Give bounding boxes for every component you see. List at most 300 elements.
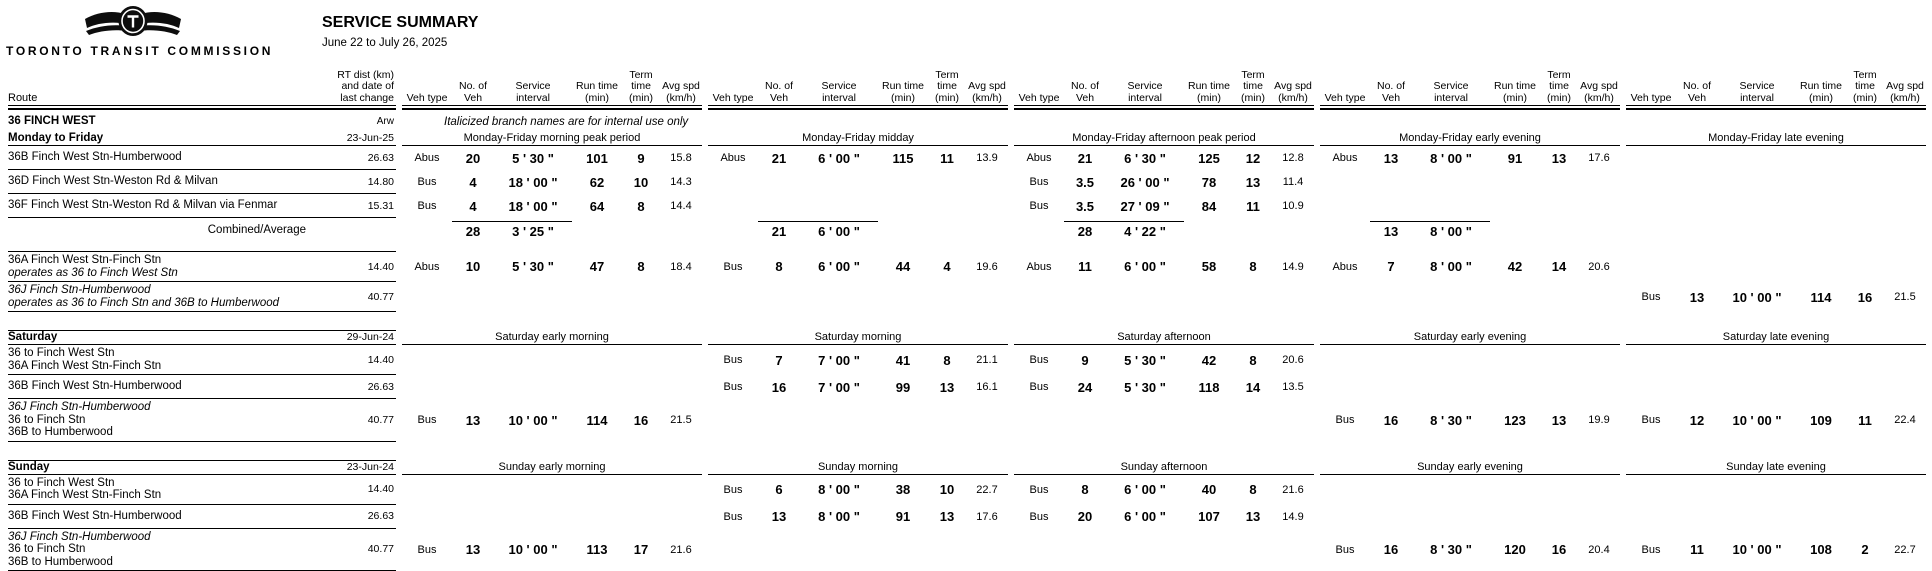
- section-header: [8, 132, 396, 146]
- header-line: interval: [494, 93, 572, 105]
- route-branch-line: 36J Finch Stn-Humberwood: [8, 284, 316, 297]
- num-veh-cell: 8: [758, 259, 800, 274]
- term-time-cell: 2: [1846, 542, 1884, 557]
- table-row: [8, 345, 1932, 375]
- header-line: last change: [316, 93, 394, 105]
- header-line: and date of: [316, 81, 394, 93]
- route-cell: [8, 475, 396, 505]
- route-cell: [8, 505, 396, 529]
- service-interval-cell: 5 ' 30 ": [1106, 380, 1184, 395]
- header-line: interval: [1412, 93, 1490, 105]
- term-time-cell: 13: [928, 509, 966, 524]
- header-line: Veh type: [1626, 93, 1676, 105]
- service-interval-cell: 8 ' 30 ": [1412, 413, 1490, 428]
- header-line: Term: [1540, 70, 1578, 82]
- period-data-cells: [708, 170, 1008, 194]
- veh-type-cell: Bus: [1320, 414, 1370, 426]
- period-header: Sunday afternoon: [1014, 461, 1314, 475]
- avg-speed-cell: 21.5: [1884, 291, 1926, 303]
- veh-type-cell: Bus: [402, 414, 452, 426]
- avg-speed-cell: 17.6: [966, 511, 1008, 523]
- column-header: [1884, 81, 1926, 105]
- group-column-headers: [1014, 70, 1314, 107]
- run-time-cell: 44: [878, 259, 928, 274]
- veh-type-cell: Bus: [708, 381, 758, 393]
- table-row: [8, 170, 1932, 194]
- period-data-cells: [1014, 345, 1314, 375]
- route-branch-line: 36 to Finch West Stn: [8, 347, 316, 360]
- run-time-cell: 99: [878, 380, 928, 395]
- veh-type-cell: Abus: [708, 152, 758, 164]
- route-cell: [8, 251, 396, 282]
- period-data-cells: [1626, 399, 1926, 442]
- avg-speed-cell: 16.1: [966, 381, 1008, 393]
- section-date: 23-Jun-24: [316, 461, 396, 473]
- column-header: [622, 70, 660, 106]
- avg-speed-cell: 13.9: [966, 152, 1008, 164]
- service-interval-cell: 26 ' 00 ": [1106, 175, 1184, 190]
- header-line: Service: [494, 81, 572, 93]
- term-time-cell: 14: [1540, 259, 1578, 274]
- ttc-logo-icon: [83, 4, 183, 42]
- period-header: Monday-Friday afternoon peak period: [1014, 132, 1314, 146]
- column-header: [758, 81, 800, 105]
- route-branch-name: [8, 531, 316, 569]
- period-data-cells: [1320, 375, 1620, 399]
- header-line: (min): [1184, 93, 1234, 105]
- title-block: [322, 14, 478, 49]
- column-header: [1014, 93, 1064, 106]
- header-line: Veh type: [402, 93, 452, 105]
- header-line: (km/h): [1272, 93, 1314, 105]
- period-data-cells: [1320, 170, 1620, 194]
- avg-speed-cell: 11.4: [1272, 176, 1314, 188]
- term-time-cell: 4: [928, 259, 966, 274]
- column-header: [452, 81, 494, 105]
- run-time-cell: 120: [1490, 542, 1540, 557]
- period-data-cells: [1014, 251, 1314, 282]
- num-veh-cell: 7: [1370, 259, 1412, 274]
- veh-type-cell: Abus: [402, 152, 452, 164]
- avg-speed-cell: 18.4: [660, 261, 702, 273]
- rt-dist-value: 15.31: [316, 200, 396, 212]
- run-time-cell: 84: [1184, 199, 1234, 214]
- column-header: [1796, 81, 1846, 105]
- route-branch-line: 36F Finch West Stn-Weston Rd & Milvan via Fenmar: [8, 199, 316, 212]
- num-veh-cell: 21: [1064, 151, 1106, 166]
- term-time-cell: 8: [622, 199, 660, 214]
- period-header: Saturday late evening: [1626, 331, 1926, 345]
- veh-type-cell: Abus: [1014, 152, 1064, 164]
- term-time-cell: 8: [622, 259, 660, 274]
- veh-type-cell: Bus: [1626, 544, 1676, 556]
- term-time-cell: 13: [1234, 175, 1272, 190]
- route-title: 36 FINCH WEST: [8, 115, 316, 128]
- route-branch-line: 36 to Finch Stn: [8, 414, 316, 427]
- avg-speed-cell: 20.6: [1578, 261, 1620, 273]
- service-interval-cell: 5 ' 30 ": [1106, 353, 1184, 368]
- header-line: (min): [1490, 93, 1540, 105]
- avg-speed-cell: 17.6: [1578, 152, 1620, 164]
- period-data-cells: [1320, 345, 1620, 375]
- route-branch-line: 36A Finch West Stn-Finch Stn: [8, 254, 316, 267]
- header-line: time: [622, 81, 660, 93]
- period-data-cells: [402, 218, 702, 242]
- run-time-cell: 114: [572, 413, 622, 428]
- num-veh-cell: 4: [452, 199, 494, 214]
- rule-segment: [1320, 108, 1620, 112]
- avg-speed-cell: 13.5: [1272, 381, 1314, 393]
- table-row: [8, 399, 1932, 442]
- header-line: (min): [1234, 93, 1272, 105]
- period-data-cells: [1014, 170, 1314, 194]
- service-interval-cell: 3 ' 25 ": [494, 221, 572, 239]
- period-data-cells: [402, 529, 702, 571]
- service-interval-cell: 10 ' 00 ": [1718, 290, 1796, 305]
- route-branch-line: 36B Finch West Stn-Humberwood: [8, 151, 316, 164]
- route-branch-name: Combined/Average: [8, 224, 316, 237]
- route-cell: [8, 529, 396, 571]
- run-time-cell: 113: [572, 542, 622, 557]
- column-header: [572, 81, 622, 105]
- num-veh-cell: 11: [1676, 542, 1718, 557]
- term-time-cell: 10: [622, 175, 660, 190]
- header-line: (min): [572, 93, 622, 105]
- section-period-row: [8, 328, 1932, 345]
- column-header: [966, 81, 1008, 105]
- run-time-cell: 38: [878, 482, 928, 497]
- num-veh-cell: 24: [1064, 380, 1106, 395]
- section-day-label: Sunday: [8, 461, 316, 473]
- route-branch-line: 36D Finch West Stn-Weston Rd & Milvan: [8, 175, 316, 188]
- run-time-cell: 118: [1184, 380, 1234, 395]
- section-date: 29-Jun-24: [316, 331, 396, 343]
- section-header: [8, 460, 396, 475]
- period-header: Saturday afternoon: [1014, 331, 1314, 345]
- period-data-cells: [1320, 194, 1620, 218]
- period-header: Sunday early morning: [402, 461, 702, 475]
- run-time-cell: 91: [1490, 151, 1540, 166]
- term-time-cell: 10: [928, 482, 966, 497]
- column-header: [800, 81, 878, 105]
- route-branch-name: [8, 199, 316, 212]
- header-line: Service: [1718, 81, 1796, 93]
- service-interval-cell: 10 ' 00 ": [1718, 413, 1796, 428]
- header-line: (min): [1846, 93, 1884, 105]
- service-interval-cell: 8 ' 00 ": [1412, 221, 1490, 239]
- column-header: [1106, 81, 1184, 105]
- num-veh-cell: 7: [758, 353, 800, 368]
- page-title: SERVICE SUMMARY: [322, 14, 478, 32]
- period-data-cells: [708, 399, 1008, 442]
- header-line: (km/h): [1578, 93, 1620, 105]
- period-data-cells: [402, 345, 702, 375]
- service-interval-cell: 10 ' 00 ": [1718, 542, 1796, 557]
- route-branch-line: operates as 36 to Finch West Stn: [8, 267, 316, 280]
- header-line: Term: [622, 70, 660, 82]
- section-header: [8, 330, 396, 345]
- term-time-cell: 13: [928, 380, 966, 395]
- term-time-cell: 11: [928, 151, 966, 166]
- section-day-label: Monday to Friday: [8, 132, 316, 144]
- header-line: interval: [1718, 93, 1796, 105]
- avg-speed-cell: 15.8: [660, 152, 702, 164]
- route-branch-name: [8, 151, 316, 164]
- period-data-cells: [402, 194, 702, 218]
- avg-speed-cell: 10.9: [1272, 200, 1314, 212]
- num-veh-cell: 13: [452, 413, 494, 428]
- veh-type-cell: Abus: [402, 261, 452, 273]
- route-branch-name: [8, 380, 316, 393]
- veh-type-cell: Bus: [1014, 381, 1064, 393]
- route-branch-line: 36B to Humberwood: [8, 556, 316, 569]
- term-time-cell: 14: [1234, 380, 1272, 395]
- route-branch-line: 36B to Humberwood: [8, 426, 316, 439]
- period-data-cells: [1626, 375, 1926, 399]
- service-interval-cell: 18 ' 00 ": [494, 199, 572, 214]
- column-header: [1490, 81, 1540, 105]
- period-header: Sunday early evening: [1320, 461, 1620, 475]
- term-time-cell: 8: [1234, 482, 1272, 497]
- period-data-cells: [402, 505, 702, 529]
- rule-segment: [1014, 108, 1314, 112]
- period-data-cells: [708, 218, 1008, 242]
- run-time-cell: 115: [878, 151, 928, 166]
- num-veh-cell: 28: [452, 221, 494, 239]
- column-header: [1626, 93, 1676, 106]
- service-interval-cell: 6 ' 00 ": [800, 221, 878, 239]
- header-line: Veh: [1676, 93, 1718, 105]
- period-header: Monday-Friday morning peak period: [402, 132, 702, 146]
- header-line: No. of: [452, 81, 494, 93]
- period-data-cells: [1626, 170, 1926, 194]
- term-time-cell: 12: [1234, 151, 1272, 166]
- run-time-cell: 40: [1184, 482, 1234, 497]
- term-time-cell: 16: [622, 413, 660, 428]
- period-data-cells: [1014, 194, 1314, 218]
- period-data-cells: [402, 475, 702, 505]
- column-header: [1320, 93, 1370, 106]
- num-veh-cell: 13: [1370, 151, 1412, 166]
- veh-type-cell: Bus: [1626, 414, 1676, 426]
- table-row: [8, 375, 1932, 399]
- num-veh-cell: 9: [1064, 353, 1106, 368]
- column-header: [878, 81, 928, 105]
- run-time-cell: 41: [878, 353, 928, 368]
- header-line: Veh: [1064, 93, 1106, 105]
- route-branch-line: 36B Finch West Stn-Humberwood: [8, 380, 316, 393]
- period-data-cells: [402, 146, 702, 170]
- table-row: [8, 194, 1932, 218]
- header-line: (min): [1540, 93, 1578, 105]
- column-header: [1412, 81, 1490, 105]
- veh-type-cell: Bus: [708, 511, 758, 523]
- num-veh-cell: 28: [1064, 221, 1106, 239]
- column-header: [1184, 81, 1234, 105]
- run-time-cell: 108: [1796, 542, 1846, 557]
- route-cell: [8, 170, 396, 194]
- service-interval-cell: 8 ' 30 ": [1412, 542, 1490, 557]
- avg-speed-cell: 22.7: [966, 484, 1008, 496]
- route-branch-line: 36J Finch Stn-Humberwood: [8, 531, 316, 544]
- service-interval-cell: 8 ' 00 ": [800, 482, 878, 497]
- avg-speed-cell: 20.6: [1272, 354, 1314, 366]
- run-time-cell: 47: [572, 259, 622, 274]
- group-column-headers: [1320, 70, 1620, 107]
- period-header: Saturday early evening: [1320, 331, 1620, 345]
- group-column-headers: [708, 70, 1008, 107]
- term-time-cell: 17: [622, 542, 660, 557]
- table-row: [8, 251, 1932, 282]
- header-line: Veh: [452, 93, 494, 105]
- avg-speed-cell: 12.8: [1272, 152, 1314, 164]
- period-data-cells: [708, 375, 1008, 399]
- num-veh-cell: 10: [452, 259, 494, 274]
- period-data-cells: [1626, 529, 1926, 571]
- header-line: Veh: [758, 93, 800, 105]
- veh-type-cell: Bus: [1626, 291, 1676, 303]
- avg-speed-cell: 21.6: [1272, 484, 1314, 496]
- avg-speed-cell: 22.7: [1884, 544, 1926, 556]
- service-interval-cell: 6 ' 00 ": [800, 151, 878, 166]
- group-column-headers: [402, 70, 702, 107]
- route-branch-name: [8, 401, 316, 439]
- header-line: No. of: [758, 81, 800, 93]
- num-veh-cell: 21: [758, 151, 800, 166]
- table-row: [8, 282, 1932, 312]
- section-period-row: [8, 458, 1932, 475]
- service-interval-cell: 10 ' 00 ": [494, 542, 572, 557]
- route-branch-line: 36 to Finch West Stn: [8, 477, 316, 490]
- header-line: Run time: [572, 81, 622, 93]
- run-time-cell: 78: [1184, 175, 1234, 190]
- period-data-cells: [1320, 218, 1620, 242]
- route-column-header: Route: [8, 92, 316, 105]
- period-data-cells: [1320, 251, 1620, 282]
- run-time-cell: 42: [1184, 353, 1234, 368]
- avg-speed-cell: 21.6: [660, 544, 702, 556]
- rule-segment: [8, 108, 396, 112]
- column-header: [708, 93, 758, 106]
- table-row: [8, 529, 1932, 571]
- route-cell: [8, 399, 396, 442]
- run-time-cell: 114: [1796, 290, 1846, 305]
- avg-speed-cell: 14.9: [1272, 261, 1314, 273]
- column-header: [1370, 81, 1412, 105]
- run-time-cell: 64: [572, 199, 622, 214]
- num-veh-cell: 16: [1370, 542, 1412, 557]
- period-data-cells: [402, 251, 702, 282]
- rt-dist-value: 40.77: [316, 291, 396, 303]
- period-data-cells: [1014, 218, 1314, 242]
- rt-dist-value: 26.63: [316, 152, 396, 164]
- route-cell: [8, 194, 396, 218]
- period-data-cells: [1320, 475, 1620, 505]
- column-header: [1540, 70, 1578, 106]
- num-veh-cell: 13: [1370, 221, 1412, 239]
- period-data-cells: [1014, 399, 1314, 442]
- veh-type-cell: Abus: [1014, 261, 1064, 273]
- veh-type-cell: Bus: [1014, 484, 1064, 496]
- term-time-cell: 8: [1234, 259, 1272, 274]
- column-header: [402, 93, 452, 106]
- term-time-cell: 16: [1846, 290, 1884, 305]
- period-data-cells: [1626, 475, 1926, 505]
- rule-segment: [708, 108, 1008, 112]
- period-data-cells: [708, 194, 1008, 218]
- service-interval-cell: 6 ' 00 ": [1106, 509, 1184, 524]
- column-header: [1578, 81, 1620, 105]
- term-time-cell: 8: [1234, 353, 1272, 368]
- period-data-cells: [1320, 529, 1620, 571]
- route-branch-name: [8, 284, 316, 309]
- column-header: [928, 70, 966, 106]
- header-line: Veh: [1370, 93, 1412, 105]
- period-header: Monday-Friday late evening: [1626, 132, 1926, 146]
- veh-type-cell: Bus: [402, 176, 452, 188]
- avg-speed-cell: 14.3: [660, 176, 702, 188]
- column-header: [1676, 81, 1718, 105]
- header-line: Avg spd: [660, 81, 702, 93]
- section-day-label: Saturday: [8, 331, 316, 343]
- period-header: Monday-Friday midday: [708, 132, 1008, 146]
- service-interval-cell: 6 ' 00 ": [1106, 259, 1184, 274]
- header-line: Term: [928, 70, 966, 82]
- service-interval-cell: 4 ' 22 ": [1106, 221, 1184, 239]
- avg-speed-cell: 20.4: [1578, 544, 1620, 556]
- header-line: No. of: [1676, 81, 1718, 93]
- route-branch-line: 36A Finch West Stn-Finch Stn: [8, 360, 316, 373]
- period-data-cells: [1320, 505, 1620, 529]
- num-veh-cell: 20: [1064, 509, 1106, 524]
- veh-type-cell: Abus: [1320, 152, 1370, 164]
- avg-speed-cell: 14.9: [1272, 511, 1314, 523]
- rule-segment: [402, 108, 702, 112]
- period-header: Saturday early morning: [402, 331, 702, 345]
- veh-type-cell: Bus: [708, 484, 758, 496]
- column-header: [1846, 70, 1884, 106]
- route-branch-line: 36 to Finch Stn: [8, 543, 316, 556]
- period-data-cells: [402, 282, 702, 312]
- rt-dist-value: 26.63: [316, 510, 396, 522]
- period-data-cells: [1626, 194, 1926, 218]
- header-line: Veh type: [708, 93, 758, 105]
- route-branch-name: [8, 510, 316, 523]
- header-line: No. of: [1370, 81, 1412, 93]
- num-veh-cell: 8: [1064, 482, 1106, 497]
- section-date: 23-Jun-25: [316, 132, 396, 144]
- service-summary-table: [8, 60, 1932, 571]
- table-row: [8, 475, 1932, 505]
- group-column-headers: [1626, 70, 1926, 107]
- run-time-cell: 107: [1184, 509, 1234, 524]
- column-header: [494, 81, 572, 105]
- header-line: Run time: [878, 81, 928, 93]
- avg-speed-cell: 19.9: [1578, 414, 1620, 426]
- route-cell: [8, 345, 396, 375]
- num-veh-cell: 3.5: [1064, 199, 1106, 214]
- service-interval-cell: 7 ' 00 ": [800, 380, 878, 395]
- brand-name: TORONTO TRANSIT COMMISSION: [6, 44, 260, 58]
- term-time-cell: 11: [1846, 413, 1884, 428]
- header-line: (min): [928, 93, 966, 105]
- header-line: Avg spd: [1272, 81, 1314, 93]
- run-time-cell: 91: [878, 509, 928, 524]
- run-time-cell: 109: [1796, 413, 1846, 428]
- period-data-cells: [708, 529, 1008, 571]
- header-line: Run time: [1490, 81, 1540, 93]
- avg-speed-cell: 22.4: [1884, 414, 1926, 426]
